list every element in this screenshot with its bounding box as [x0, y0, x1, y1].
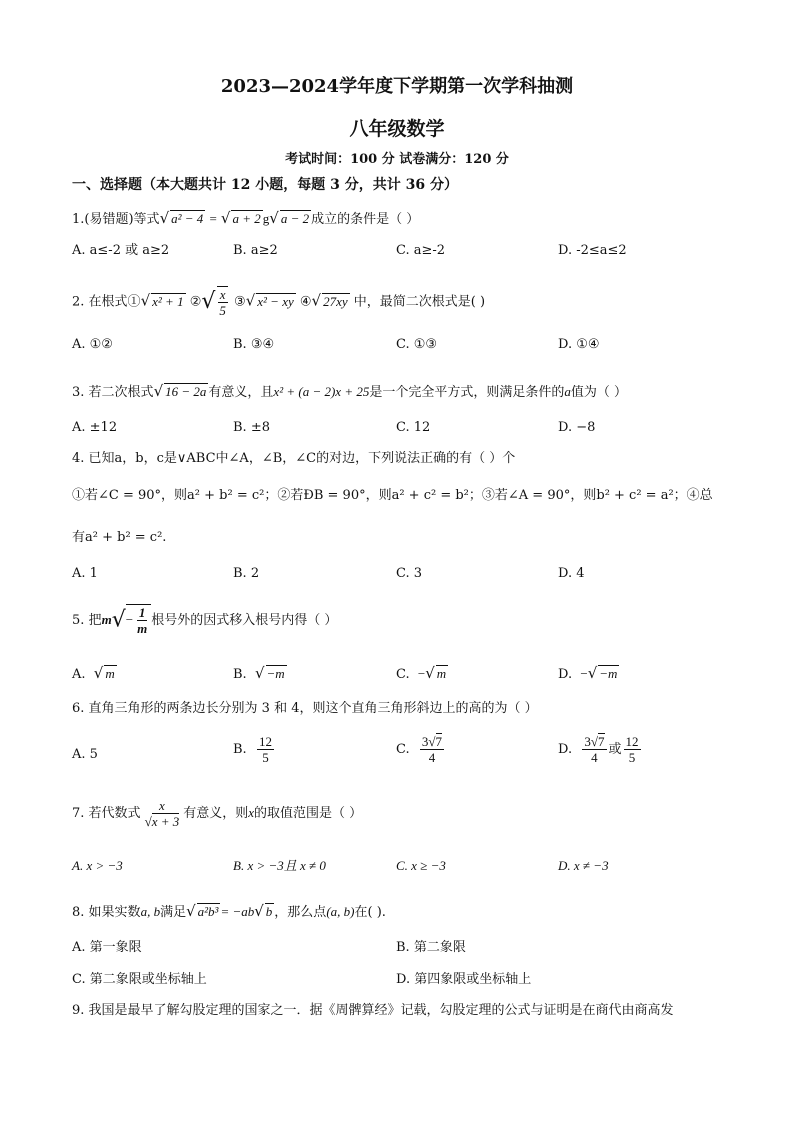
q5-option-b: B. √ −m [233, 664, 285, 682]
q7-option-a: A. x > −3 [72, 858, 123, 873]
question-9: 9. 我国是最早了解勾股定理的国家之一．据《周髀算经》记载，勾股定理的公式与证明是在商代由商高发 [72, 1003, 674, 1018]
q7-option-c: C. x ≥ −3 [396, 858, 446, 873]
q6-option-a: A. 5 [72, 747, 98, 762]
q4-option-d: D. 4 [558, 566, 585, 581]
q1-option-b: B. a≥2 [233, 243, 278, 258]
q8-option-c: C. 第二象限或坐标轴上 [72, 972, 207, 987]
q1-option-c: C. a≥-2 [396, 243, 446, 258]
q2-option-a: A. ①② [72, 337, 113, 352]
question-4-stem: 4. 已知a，b，c是∨ABC中∠A，∠B，∠C的对边，下列说法正确的有（ ）个 [72, 451, 516, 466]
q8-option-d: D. 第四象限或坐标轴上 [396, 972, 532, 987]
question-1: 1.(易错题)等式√ a² − 4 = √ a + 2 g√ a − 2 成立的条件是（ ） [72, 209, 420, 227]
q3-option-c: C. 12 [396, 420, 431, 435]
q3-option-b: B. ±8 [233, 420, 270, 435]
question-4-statements: ①若∠C = 90°，则a² + b² = c²；②若ÐB = 90°，则a² + c² = b²；③若∠A = 90°，则b² + c² = a²；④总 [72, 488, 713, 503]
q4-option-a: A. 1 [72, 566, 98, 581]
q6-option-d: D. $\frac{3√7}{4}$ 或 $\frac{12}{5}$ [558, 734, 639, 765]
question-3: 3. 若二次根式√ 16 − 2a 有意义，且x² + (a − 2)x + 25是一个完全平方式，则满足条件的a值为（ ） [72, 382, 627, 400]
q2-option-c: C. ①③ [396, 337, 438, 352]
question-2: 2. 在根式①√ x² + 1 ②√ $\frac{x}{5}$ ③√ x² − xy ④√ 27xy 中，最简二次根式是( ) [72, 287, 486, 318]
question-5: 5. 把m√− $\frac{1}{m}$ 根号外的因式移入根号内得（ ） [72, 605, 338, 636]
question-7: 7. 若代数式 $\frac{x}{√x + 3}$ 有意义，则x的取值范围是（ ） [72, 798, 363, 829]
q3-option-a: A. ±12 [72, 420, 118, 435]
q8-option-a: A. 第一象限 [72, 940, 142, 955]
exam-info: 考试时间：100 分 试卷满分：120 分 [285, 152, 509, 167]
exam-subtitle: 八年级数学 [349, 118, 445, 140]
section-heading: 一、选择题（本大题共计 12 小题，每题 3 分，共计 36 分） [72, 177, 458, 193]
q3-option-d: D. −8 [558, 420, 596, 435]
q1-option-a: A. a≤-2 或 a≥2 [72, 243, 170, 258]
q2-option-b: B. ③④ [233, 337, 275, 352]
q7-option-d: D. x ≠ −3 [558, 858, 609, 873]
q4-option-c: C. 3 [396, 566, 423, 581]
q2-option-d: D. ①④ [558, 337, 600, 352]
q5-option-a: A. √ m [72, 664, 115, 682]
q6-option-c: C. $\frac{3√7}{4}$ [396, 734, 443, 765]
q5-option-d: D. −√ −m [558, 664, 618, 682]
q5-option-c: C. −√ m [396, 664, 447, 682]
q1-option-d: D. -2≤a≤2 [558, 243, 627, 258]
question-8: 8. 如果实数a, b满足√ a²b³ = −ab√ b ，那么点(a, b)在( ). [72, 902, 386, 920]
q7-option-b: B. x > −3且 x ≠ 0 [233, 858, 326, 873]
question-4-statement-end: 有a² + b² = c². [72, 530, 167, 545]
q4-option-b: B. 2 [233, 566, 260, 581]
q6-option-b: B. $\frac{12}{5}$ [233, 734, 272, 765]
exam-title: 2023—2024学年度下学期第一次学科抽测 [220, 76, 574, 97]
q8-option-b: B. 第二象限 [396, 940, 466, 955]
question-6: 6. 直角三角形的两条边长分别为 3 和 4，则这个直角三角形斜边上的高的为（ ） [72, 701, 538, 716]
